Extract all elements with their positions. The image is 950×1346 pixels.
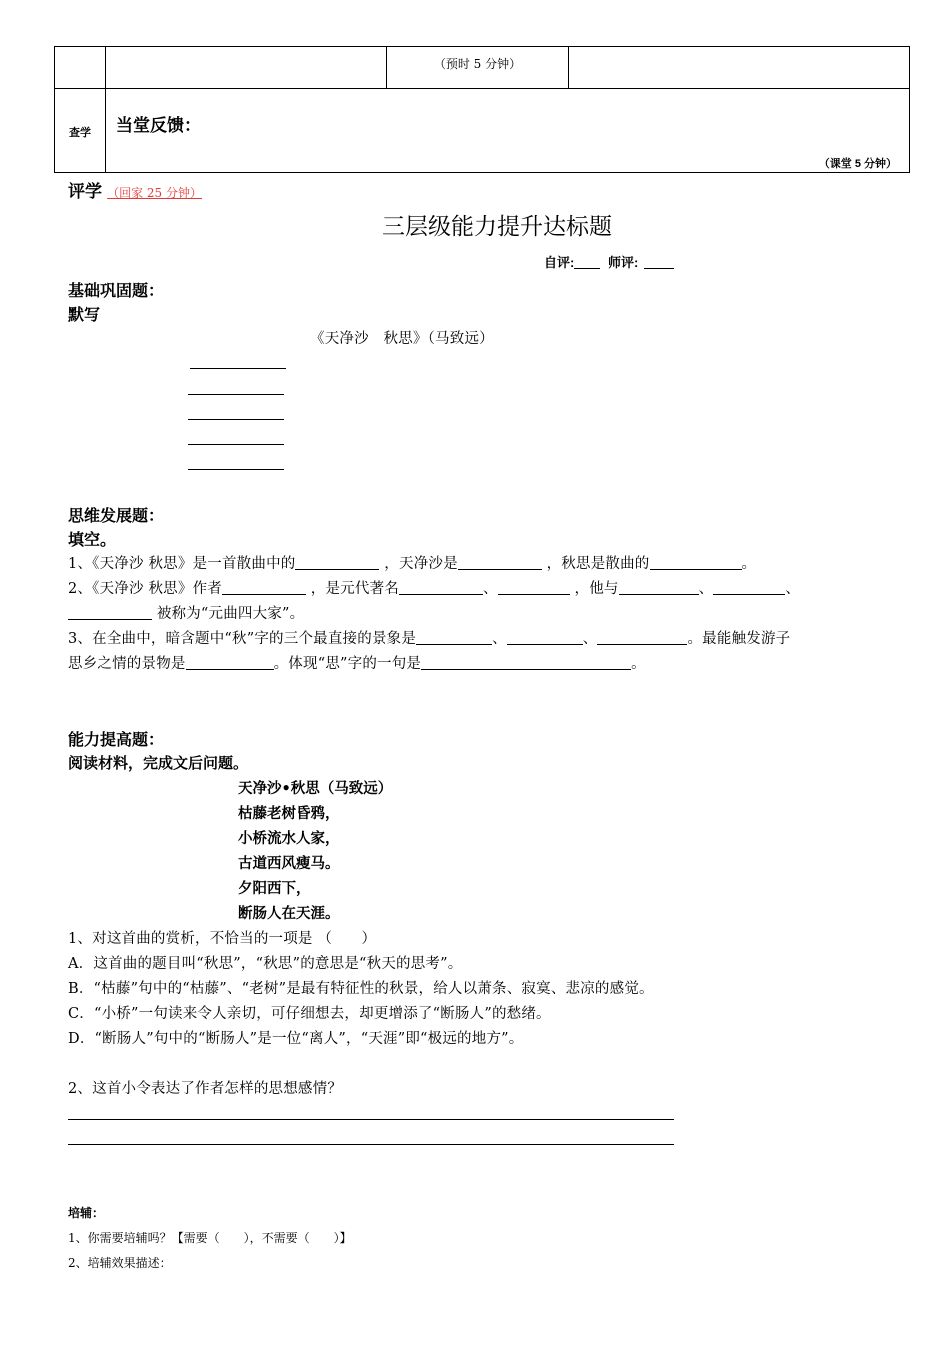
feedback-title: 当堂反馈： (116, 116, 201, 135)
ability-sub: 阅读材料，完成文后问题。 (68, 755, 249, 772)
poem-line: 天净沙•秋思（马致远） (238, 780, 393, 797)
top-feedback-table (54, 46, 910, 173)
eval-row (68, 177, 202, 202)
blank[interactable] (68, 605, 152, 620)
blank[interactable] (507, 630, 583, 645)
poem-line: 夕阳西下， (238, 880, 311, 897)
blank[interactable] (222, 580, 306, 595)
time-note: （预时 5 分钟） (433, 57, 522, 71)
tutor-question-2: 2、培辅效果描述： (68, 1256, 172, 1270)
q3-text: 。 (631, 656, 646, 672)
q3-text: 。体现“思”字的一句是 (273, 656, 422, 672)
self-score-label: 自评: (544, 255, 575, 270)
thinking-sub: 填空。 (68, 532, 117, 549)
q2-text: 、 (698, 581, 714, 597)
q3-text: 3、在全曲中，暗含题中“秋”字的三个最直接的景象是 (68, 631, 417, 647)
poem-line: 断肠人在天涯。 (238, 905, 340, 922)
blank[interactable] (421, 655, 631, 670)
side-label-cell (55, 89, 106, 173)
table-cell-empty (55, 47, 106, 89)
table-cell-empty (106, 47, 387, 89)
feedback-cell (106, 89, 910, 173)
basic-sub: 默写 (68, 307, 101, 324)
essay-question: 2、这首小令表达了作者怎样的思想感情？ (68, 1081, 343, 1097)
fill-question-2-cont (68, 602, 304, 623)
class-time: （课堂 5 分钟） (818, 158, 897, 170)
fill-question-1 (68, 552, 756, 573)
thinking-heading: 思维发展题： (68, 508, 165, 525)
mc-option-c[interactable]: C．“小桥”一句读来令人亲切，可仔细想去，却更增添了“断肠人”的愁绪。 (68, 1006, 551, 1022)
q2-text: 2、《天净沙 秋思》作者 (68, 581, 222, 597)
basic-poem-title: 《天净沙 秋思》（马致远） (310, 331, 494, 347)
q2-text: 、 (483, 581, 498, 597)
blank[interactable] (186, 655, 274, 670)
blank[interactable] (498, 580, 570, 595)
answer-line[interactable] (68, 1119, 674, 1120)
score-row (544, 252, 674, 271)
table-cell-empty (569, 47, 910, 89)
dictation-line[interactable] (188, 394, 284, 395)
dictation-line[interactable] (188, 444, 284, 445)
q2-text: 、 (785, 581, 801, 597)
q1-text: ，秋思是散曲的 (546, 556, 650, 572)
basic-heading: 基础巩固题： (68, 283, 165, 300)
blank[interactable] (650, 555, 742, 570)
table-cell-time (387, 47, 569, 89)
q3-text: 。最能触发游子 (687, 631, 791, 647)
home-time: （回家 25 分钟） (107, 186, 202, 200)
fill-question-3 (68, 627, 790, 648)
q3-text: 思乡之情的景物是 (68, 656, 186, 672)
teacher-score-field[interactable] (644, 254, 674, 269)
q3-text: 、 (582, 631, 598, 647)
self-score-field[interactable] (574, 254, 600, 269)
blank[interactable] (416, 630, 492, 645)
q2-text: ，他与 (574, 581, 619, 597)
poem-line: 枯藤老树昏鸦， (238, 805, 340, 822)
fill-question-3-cont (68, 652, 646, 673)
q1-text: ，天净沙是 (384, 556, 458, 572)
dictation-line[interactable] (190, 368, 286, 369)
blank[interactable] (619, 580, 699, 595)
fill-question-2 (68, 577, 800, 598)
blank[interactable] (597, 630, 687, 645)
q1-text: 1、《天净沙 秋思》是一首散曲中的 (68, 556, 296, 572)
mc-option-b[interactable]: B．“枯藤”句中的“枯藤”、“老树”是最有特征性的秋景，给人以萧条、寂寞、悲凉的感觉。 (68, 981, 654, 997)
mc-option-d[interactable]: D．“断肠人”句中的“断肠人”是一位“离人”，“天涯”即“极远的地方”。 (68, 1031, 524, 1047)
q3-text: 、 (492, 631, 507, 647)
eval-label: 评学 (68, 182, 102, 201)
ability-heading: 能力提高题： (68, 732, 165, 749)
blank[interactable] (295, 555, 379, 570)
q2-text: ，是元代著名 (310, 581, 399, 597)
poem-line: 古道西风瘦马。 (238, 855, 340, 872)
side-label: 查学 (69, 127, 91, 139)
page-title: 三层级能力提升达标题 (382, 214, 612, 240)
poem-line: 小桥流水人家， (238, 830, 340, 847)
mc-option-a[interactable]: A．这首曲的题目叫“秋思”，“秋思”的意思是“秋天的思考”。 (68, 956, 463, 972)
tutor-question-1: 1、你需要培辅吗？【需要（ ），不需要（ ）】 (68, 1231, 352, 1245)
mc-question: 1、对这首曲的赏析，不恰当的一项是 （ ） (68, 931, 377, 947)
dictation-line[interactable] (188, 419, 284, 420)
tutor-heading: 培辅： (68, 1206, 105, 1220)
dictation-line[interactable] (188, 469, 284, 470)
q2-text: 被称为“元曲四大家”。 (156, 606, 305, 622)
blank[interactable] (458, 555, 542, 570)
blank[interactable] (399, 580, 483, 595)
answer-line[interactable] (68, 1144, 674, 1145)
blank[interactable] (713, 580, 785, 595)
teacher-score-label: 师评: (607, 255, 639, 270)
q1-text: 。 (741, 556, 757, 572)
